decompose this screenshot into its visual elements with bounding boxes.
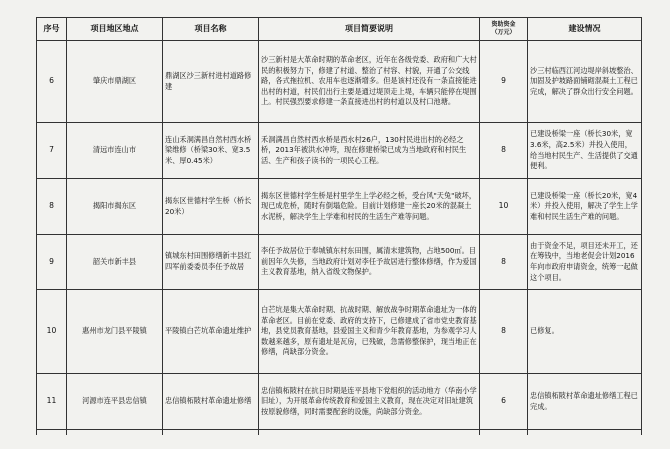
cell-status: 已建设桥梁一座（桥长20米，宽4米）并投入使用，解决了学生上学难和村民生活生产难的问题。 <box>528 179 642 235</box>
table-row <box>37 235 642 290</box>
cell-amount: 8 <box>480 235 528 290</box>
continuation-cell <box>480 430 528 436</box>
cell-location: 揭阳市揭东区 <box>67 179 163 235</box>
continuation-cell <box>67 430 163 436</box>
cell-status: 由于资金不足，项目还未开工，还在筹钱中，当地老促会计划2016年向市政府申请资金，统筹一起做这个项目。 <box>528 235 642 290</box>
funding-table-sheet <box>36 17 642 435</box>
continuation-cell <box>259 430 480 436</box>
cell-desc: 忠信镇柘陂村在抗日时期是连平县地下党组织的活动地方（华南小学旧址），为开展革命传统教育和爱国主义教育，现在决定对旧址建筑按原貌修缮，同时需要配套的设施，尚缺部分资金。 <box>259 374 480 430</box>
header-row <box>37 18 642 41</box>
cell-amount: 9 <box>480 41 528 123</box>
cell-amount: 6 <box>480 374 528 430</box>
table-row <box>37 374 642 430</box>
cell-name: 鼎湖区沙三新村进村道路修建 <box>163 41 259 123</box>
cell-name: 平陵镇白芒坑革命遗址维护 <box>163 290 259 374</box>
cell-name: 忠信镇柘陂村革命遗址修缮 <box>163 374 259 430</box>
cell-amount: 10 <box>480 179 528 235</box>
header-seq: 序号 <box>37 18 67 41</box>
cell-status: 沙三村临西江河边堤岸斜坡整治、加固及护坡路面铺砌混凝土工程已完成，解决了群众出行安全问题。 <box>528 41 642 123</box>
header-status: 建设情况 <box>528 18 642 41</box>
cell-location: 清远市连山市 <box>67 123 163 179</box>
header-funding-line2: （万元） <box>491 29 516 36</box>
cell-location: 肇庆市鼎湖区 <box>67 41 163 123</box>
continuation-cell <box>37 430 67 436</box>
cell-seq: 7 <box>37 123 67 179</box>
cell-amount: 8 <box>480 290 528 374</box>
continuation-cell <box>163 430 259 436</box>
cell-amount: 8 <box>480 123 528 179</box>
cell-desc: 白芒坑是集大革命时期、抗战时期、解放战争时期革命遗址为一体的革命老区。目前在党委、政府的支持下，已修建成了省市党史教育基地，县党员教育基地，县爱国主义和青少年教育基地，为参观学习人数越来越多，原有遗址是瓦房，已残破，急需修整保护，现当地正在修缮，尚缺部分资金。 <box>259 290 480 374</box>
table-row <box>37 179 642 235</box>
cell-location: 河源市连平县忠信镇 <box>67 374 163 430</box>
cell-status: 已修复。 <box>528 290 642 374</box>
continuation-cell <box>528 430 642 436</box>
cell-status: 已建设桥梁一座（桥长30米，宽3.6米，高2.5米）并投入使用，给当地村民生产、生活提供了交通便利。 <box>528 123 642 179</box>
table-row <box>37 290 642 374</box>
project-table <box>36 17 642 435</box>
table-row <box>37 41 642 123</box>
cell-name: 揭东区世德村学生桥（桥长20米） <box>163 179 259 235</box>
cell-seq: 11 <box>37 374 67 430</box>
header-desc: 项目简要说明 <box>259 18 480 41</box>
cell-desc: 李任予故居位于奉城镇东村东田围，属清末建筑物，占地500㎡。目前因年久失修，当地政府计划对李任予故居进行整体修缮，作为爱国主义教育基地，纳入省级文物保护。 <box>259 235 480 290</box>
cell-status: 忠信镇柘陂村革命遗址修缮工程已完成。 <box>528 374 642 430</box>
header-location: 项目地区地点 <box>67 18 163 41</box>
cell-location: 韶关市新丰县 <box>67 235 163 290</box>
cell-seq: 6 <box>37 41 67 123</box>
header-funding <box>480 18 528 41</box>
cell-desc: 禾洞满昌自然村西水桥是西水村26户，130村民进出村的必经之桥，2013年被洪水冲垮，现在修建桥梁已成为当地政府和村民生活、生产和孩子读书的一项民心工程。 <box>259 123 480 179</box>
header-funding-line1: 资助资金 <box>491 21 516 28</box>
cell-seq: 10 <box>37 290 67 374</box>
cell-name: 连山禾洞满昌自然村西水桥梁维修（桥梁30米、宽3.5米、厚0.45米） <box>163 123 259 179</box>
table-continuation-row <box>37 430 642 436</box>
table-row <box>37 123 642 179</box>
cell-location: 惠州市龙门县平陵镇 <box>67 290 163 374</box>
cell-seq: 8 <box>37 179 67 235</box>
header-name: 项目名称 <box>163 18 259 41</box>
cell-desc: 揭东区世德村学生桥是村里学生上学必经之桥，受台风"天兔"破坏，现已成危桥，随时有倒塌危险。目前计划修建一座长20米的混凝土水泥桥，解决学生上学难和村民的生活生产难等问题。 <box>259 179 480 235</box>
cell-name: 镇城东村田围修缮新丰县红四军前委委员李任予故居 <box>163 235 259 290</box>
cell-seq: 9 <box>37 235 67 290</box>
cell-desc: 沙三新村是大革命时期的革命老区，近年在各级党委、政府和广大村民的积极努力下，修建了村道、整治了村容、村貌，开通了公交线路，各式拖拉机、农用车也逐渐增多。但是该村还没有一条直接能进出村的村道，村民们出行主要是通过堤顶走上堤，车辆只能停在堤围上。村民强烈要求修建一条直接进出村的村道以及村口池塘。 <box>259 41 480 123</box>
